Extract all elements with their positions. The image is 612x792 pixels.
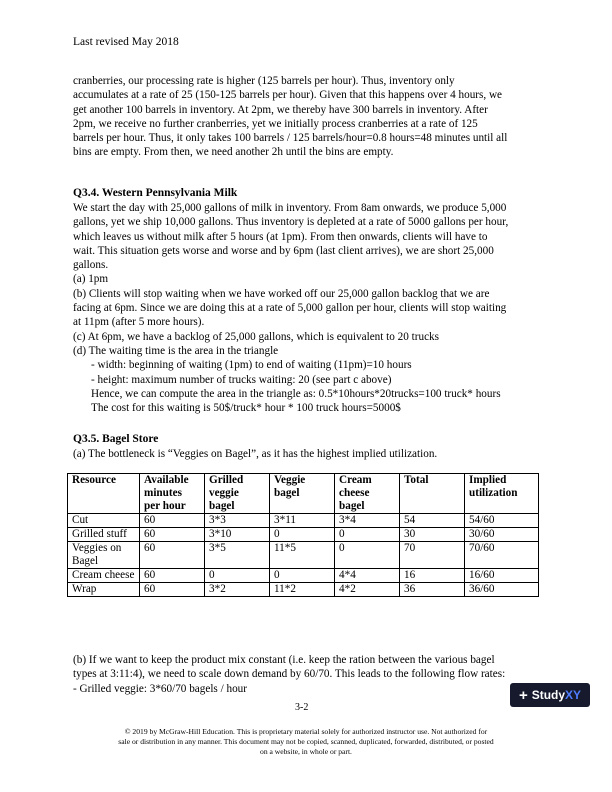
revision-header: Last revised May 2018	[73, 36, 179, 48]
text-line: - Grilled veggie: 3*60/70 bagels / hour	[73, 682, 247, 695]
answer-a: (a) 1pm	[73, 273, 109, 286]
text-line: get another 100 barrels in inventory. At 2pm, we thereby have 300 barrels in inventory. After	[73, 103, 488, 116]
answer-d-item: - height: maximum number of trucks waiting: 20 (see part c above)	[91, 373, 392, 386]
table-cell: 36/60	[465, 583, 539, 597]
table-cell: 0	[205, 569, 270, 583]
table-cell: Veggies on Bagel	[68, 542, 140, 569]
answer-d-item: The cost for this waiting is 50$/truck* hour * 100 truck hours=5000$	[91, 402, 401, 415]
table-cell: Cream cheese	[68, 569, 140, 583]
plus-icon: +	[518, 686, 528, 704]
table-row	[68, 583, 539, 597]
column-header: Veggie bagel	[270, 474, 335, 514]
table-cell: 3*5	[205, 542, 270, 569]
table-cell: Wrap	[68, 583, 140, 597]
table-cell: 70	[400, 542, 465, 569]
answer-d-item: Hence, we can compute the area in the triangle as: 0.5*10hours*20trucks=100 truck* hours	[91, 387, 501, 400]
column-header: Cream cheese bagel	[335, 474, 400, 514]
table-cell: 36	[400, 583, 465, 597]
utilization-table	[67, 473, 539, 597]
table-header-row	[68, 474, 539, 514]
page-number: 3-2	[295, 702, 309, 713]
table-cell: 60	[140, 528, 205, 542]
table-cell: 11*5	[270, 542, 335, 569]
answer-b-line: facing at 6pm. Since we are doing this at a rate of 5,000 gallon per hour, clients will stop waiting	[73, 302, 507, 315]
table-cell: 30	[400, 528, 465, 542]
text-line: gallons.	[73, 259, 109, 272]
text-line: which leaves us without milk after 5 hours (at 1pm). From then onwards, clients will have to	[73, 230, 488, 243]
text-line: barrels per hour. Thus, it only takes 100 barrels / 125 barrels/hour=0.8 hours=48 minutes until all	[73, 132, 508, 145]
text-line: (b) If we want to keep the product mix constant (i.e. keep the ration between the various bagel	[73, 654, 495, 666]
answer-c: (c) At 6pm, we have a backlog of 25,000 gallons, which is equivalent to 20 trucks	[73, 330, 439, 343]
badge-study: Study	[531, 688, 566, 702]
table-cell: 16/60	[465, 569, 539, 583]
table-cell: Grilled stuff	[68, 528, 140, 542]
column-header: Implied utilization	[465, 474, 539, 514]
text-line: We start the day with 25,000 gallons of milk in inventory. From 8am onwards, we produce 5,000	[73, 202, 507, 214]
table-row	[68, 528, 539, 542]
table-cell: 0	[335, 528, 400, 542]
table-row	[68, 514, 539, 528]
text-line: wait. This situation gets worse and worse and by 6pm (last client arrives), we are short 25,000	[73, 244, 494, 257]
q35-answer-a: (a) The bottleneck is “Veggies on Bagel”, as it has the highest implied utilization.	[73, 448, 438, 460]
answer-b-line: (b) Clients will stop waiting when we have worked off our 25,000 gallon backlog that we are	[73, 287, 490, 300]
answer-b-line: at 11pm (after 5 more hours).	[73, 316, 205, 329]
table-cell: 16	[400, 569, 465, 583]
text-line: bins are empty. From then, we need another 2h until the bins are empty.	[73, 146, 394, 159]
answer-d-item: - width: beginning of waiting (1pm) to end of waiting (11pm)=10 hours	[91, 359, 412, 372]
table-cell: 3*11	[270, 514, 335, 528]
table-cell: 3*2	[205, 583, 270, 597]
text-line: gallons, yet we ship 10,000 gallons. Thus inventory is depleted at a rate of 5000 gallons per hour,	[73, 216, 509, 229]
column-header: Grilled veggie bagel	[205, 474, 270, 514]
text-line: cranberries, our processing rate is higher (125 barrels per hour). Thus, inventory only	[73, 75, 455, 87]
table-cell: 3*4	[335, 514, 400, 528]
table-cell: 3*3	[205, 514, 270, 528]
column-header: Available minutes per hour	[140, 474, 205, 514]
column-header: Total	[400, 474, 465, 514]
text-line: accumulates at a rate of 25 (150-125 barrels per hour). Given that this happens over 4 hours, we	[73, 89, 503, 102]
table-cell: 0	[270, 528, 335, 542]
table-cell: Cut	[68, 514, 140, 528]
table-row	[68, 542, 539, 569]
table-cell: 54	[400, 514, 465, 528]
table-cell: 0	[335, 542, 400, 569]
table-cell: 60	[140, 583, 205, 597]
table-cell: 3*10	[205, 528, 270, 542]
table-row	[68, 569, 539, 583]
answer-d: (d) The waiting time is the area in the triangle	[73, 344, 279, 357]
intro-paragraph	[73, 74, 543, 160]
table-cell: 4*4	[335, 569, 400, 583]
text-line: types at 3:11:4), we need to scale down demand by 60/70. This leads to the following flow rates:	[73, 668, 506, 681]
q34-body	[73, 201, 543, 415]
table-cell: 4*2	[335, 583, 400, 597]
copyright-footer: © 2019 by McGraw-Hill Education. This is proprietary material solely for authorized instructor use. Not authorized for sale or distribution in any manner. This document may not be copied, scanned, duplicated, forwarded, distributed, or posted on a website, in whole or part.	[118, 727, 494, 756]
q35-heading: Q3.5. Bagel Store	[73, 433, 159, 445]
badge-xy: XY	[565, 688, 582, 702]
table-cell: 54/60	[465, 514, 539, 528]
table-cell: 60	[140, 569, 205, 583]
table-cell: 0	[270, 569, 335, 583]
table-cell: 60	[140, 542, 205, 569]
studyxy-badge[interactable]	[510, 683, 590, 707]
text-line: 2pm, we receive no further cranberries, yet we initially process cranberries at a rate of 125	[73, 117, 478, 130]
column-header: Resource	[68, 474, 140, 514]
table-cell: 11*2	[270, 583, 335, 597]
badge-brand	[532, 688, 581, 702]
table-cell: 30/60	[465, 528, 539, 542]
q35-answer-b	[73, 653, 543, 696]
q34-heading: Q3.4. Western Pennsylvania Milk	[73, 187, 238, 199]
table-cell: 70/60	[465, 542, 539, 569]
table-cell: 60	[140, 514, 205, 528]
